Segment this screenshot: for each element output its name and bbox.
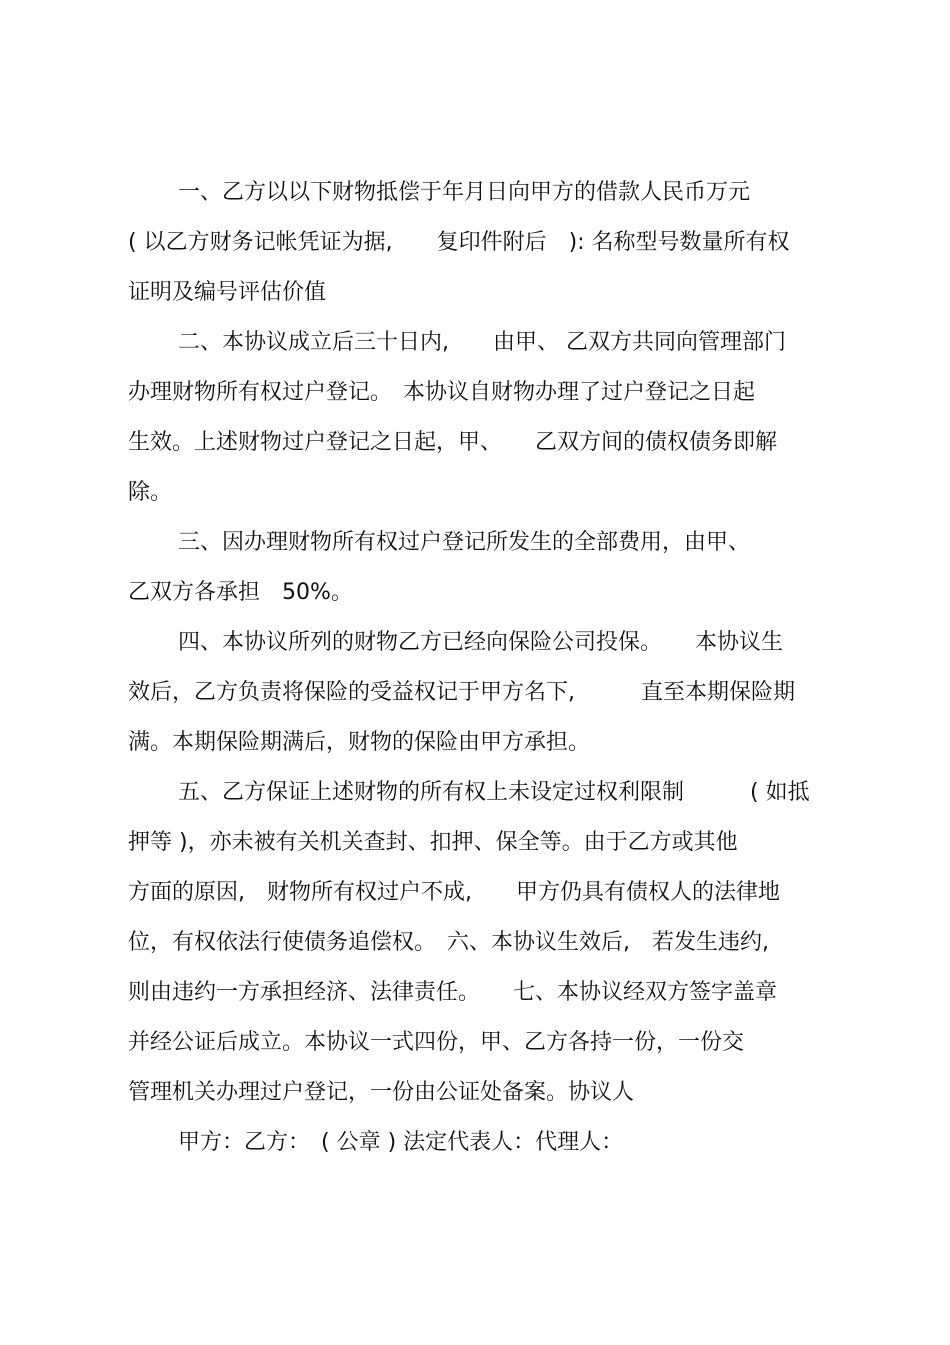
clause-5-line-3: 方面的原因, 财物所有权过户不成, 甲方仍具有债权人的法律地 <box>128 880 780 905</box>
clause-3-line-2: 乙双方各承担 50%。 <box>128 580 353 605</box>
clause-3-line-1: 三、因办理财物所有权过户登记所发生的全部费用，由甲、 <box>178 530 751 555</box>
clause-5-line-2: 押等 )，亦未被有关机关查封、扣押、保全等。由于乙方或其他 <box>128 830 738 855</box>
clause-2-line-4: 除。 <box>128 480 173 505</box>
clause-5-line-6: 并经公证后成立。本协议一式四份，甲、乙方各持一份，一份交 <box>128 1030 745 1055</box>
clause-2-line-2: 办理财物所有权过户登记。 本协议自财物办理了过户登记之日起 <box>128 380 756 405</box>
clause-5-line-5: 则由违约一方承担经济、法律责任。 七、本协议经双方签字盖章 <box>128 980 778 1005</box>
clause-4-line-2: 效后，乙方负责将保险的受益权记于甲方名下, 直至本期保险期 <box>128 680 795 705</box>
clause-5-line-7: 管理机关办理过户登记，一份由公证处备案。协议人 <box>128 1080 635 1105</box>
clause-1-line-1: 一、乙方以以下财物抵偿于年月日向甲方的借款人民币万元 <box>178 180 751 205</box>
clause-4-line-1: 四、本协议所列的财物乙方已经向保险公司投保。 本协议生 <box>178 630 784 655</box>
clause-4-line-3: 满。本期保险期满后，财物的保险由甲方承担。 <box>128 730 591 755</box>
clause-1-line-2: ( 以乙方财务记帐凭证为据, 复印件附后 ): 名称型号数量所有权 <box>128 230 790 255</box>
clause-2-line-1: 二、本协议成立后三十日内, 由甲、 乙双方共同向管理部门 <box>178 330 786 355</box>
signature-line: 甲方：乙方： ( 公章 ) 法定代表人：代理人： <box>178 1130 624 1155</box>
clause-5-line-1: 五、乙方保证上述财物的所有权上未设定过权利限制 ( 如抵 <box>178 780 810 805</box>
clause-1-line-3: 证明及编号评估价值 <box>128 280 327 305</box>
clause-5-line-4: 位，有权依法行使债务追偿权。 六、本协议生效后, 若发生违约, <box>128 930 769 955</box>
clause-2-line-3: 生效。上述财物过户登记之日起，甲、 乙双方间的债权债务即解 <box>128 430 778 455</box>
